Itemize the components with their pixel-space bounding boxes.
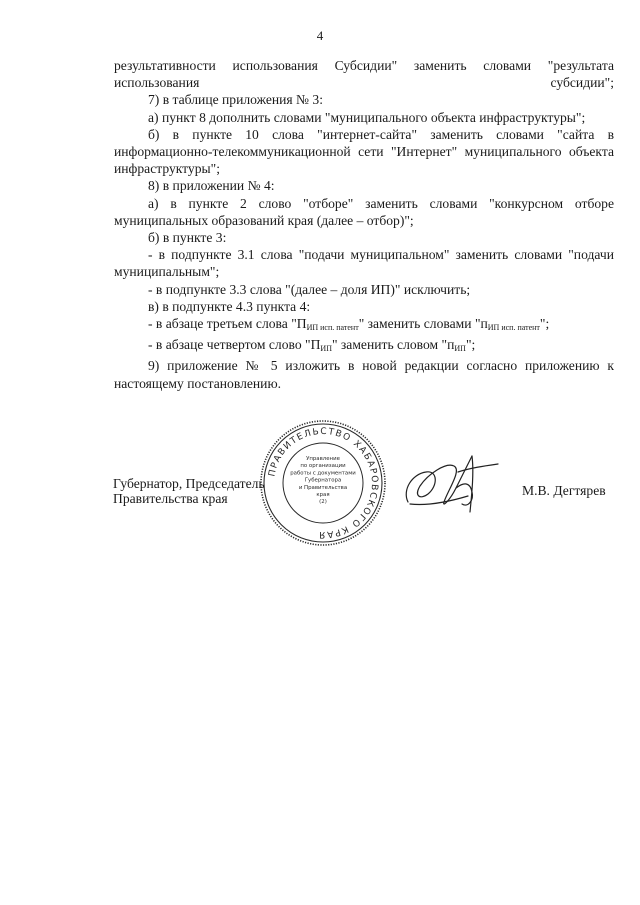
p12-prefix: - в абзаце четвертом слово " <box>148 337 311 353</box>
signatory-name: М.В. Дегтярев <box>522 483 606 498</box>
p11-end: "; <box>539 316 550 332</box>
p11-symbol-2: п <box>480 316 488 332</box>
seal-center-line: края <box>316 492 330 498</box>
p11-subscript-1: ИП исп. патент <box>306 323 359 333</box>
paragraph-2: 7) в таблице приложения № 3: <box>148 92 323 108</box>
seal-center-line: Губернатора <box>304 477 342 484</box>
seal-center-line: (2) <box>319 499 327 506</box>
paragraph-10: в) в подпункте 4.3 пункта 4: <box>148 298 311 314</box>
paragraph-3: а) пункт 8 дополнить словами "муниципального объекта инфраструктуры"; <box>148 109 586 125</box>
p12-subscript-1: ИП <box>320 344 332 354</box>
p11-middle: " заменить словами " <box>358 316 481 332</box>
paragraph-7: б) в пункте 3: <box>148 230 227 246</box>
svg-text:ПРАВИТЕЛЬСТВО ХАБАРОВСКОГО КРА: ПРАВИТЕЛЬСТВО ХАБАРОВСКОГО КРАЯ <box>267 426 380 540</box>
paragraph-4: б) в пункте 10 слова "интернет-сайта" заменить словами "сайта в информационно-телекоммуникационной сети "Интернет" муниципального объекта инфраструктуры"; <box>114 126 614 177</box>
p12-middle: " заменить словом " <box>331 337 448 353</box>
paragraph-11 <box>114 315 614 336</box>
p11-prefix: - в абзаце третьем слова " <box>148 316 297 332</box>
p11-subscript-2: ИП исп. патент <box>487 323 540 333</box>
paragraph-12 <box>114 336 614 357</box>
paragraph-5: 8) в приложении № 4: <box>148 178 275 194</box>
signatory-position <box>113 476 265 506</box>
document-body <box>114 57 614 392</box>
p12-subscript-2: ИП <box>454 344 466 354</box>
page-number: 4 <box>316 28 324 43</box>
paragraph-13: 9) приложение № 5 изложить в новой редакции согласно приложению к настоящему постановлению. <box>114 358 614 391</box>
p11-symbol-1: П <box>296 316 307 332</box>
paragraph-6: а) в пункте 2 слово "отборе" заменить словами "конкурсном отборе муниципальных образований края (далее – отбор)"; <box>114 195 614 228</box>
official-seal <box>258 418 388 548</box>
p12-end: "; <box>465 337 476 353</box>
position-line-1: Губернатор, Председатель <box>113 476 265 491</box>
seal-center-line: по организации <box>300 463 346 470</box>
paragraph-8: - в подпункте 3.1 слова "подачи муниципальном" заменить словами "подачи муниципальным"; <box>114 247 614 280</box>
handwritten-signature <box>398 442 508 522</box>
paragraph-9: - в подпункте 3.3 слова "(далее – доля ИП)" исключить; <box>148 281 471 297</box>
seal-center-line: Управление <box>306 456 340 462</box>
seal-center-line: и Правительства <box>298 484 348 491</box>
p12-symbol-1: П <box>310 337 321 353</box>
position-line-2: Правительства края <box>113 491 228 506</box>
p12-symbol-2: п <box>447 337 455 353</box>
seal-center-line: работы с документами <box>290 470 356 477</box>
paragraph-1: результативности использования Субсидии" заменить словами "результата использования субсидии"; <box>114 58 614 91</box>
